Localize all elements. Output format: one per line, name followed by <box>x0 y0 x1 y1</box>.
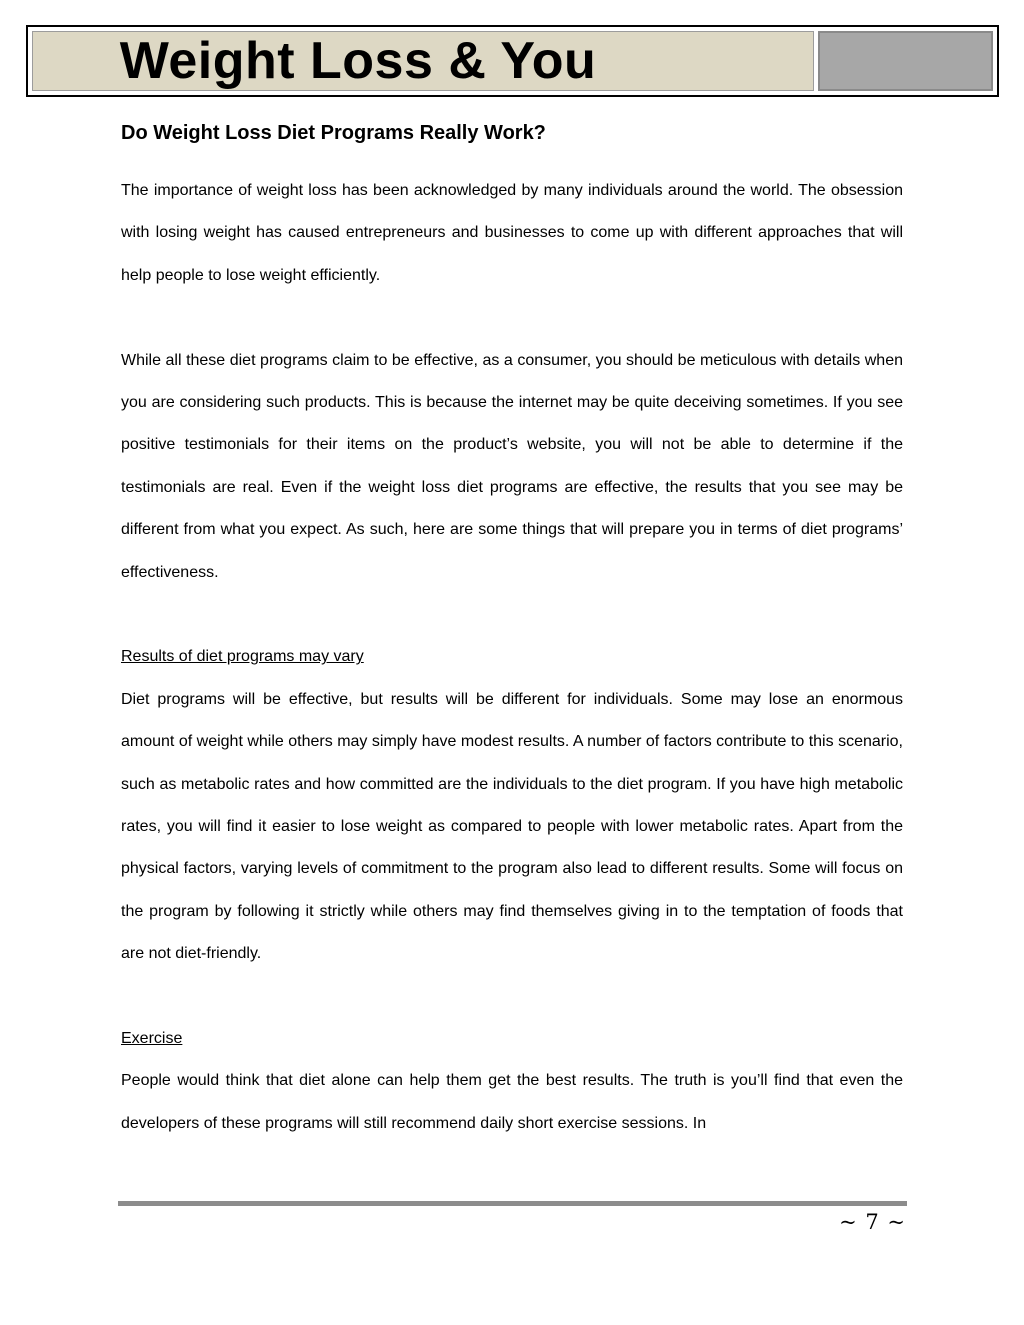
article-body <box>121 118 903 1145</box>
paragraph-spacer <box>121 297 903 339</box>
paragraph-spacer <box>121 976 903 1018</box>
header-gray-block <box>818 31 993 91</box>
intro-paragraph: The importance of weight loss has been acknowledged by many individuals around the world. The obsession with losing weight has caused entrepreneurs and businesses to come up with different approaches that will help people to lose weight efficiently. <box>121 182 903 284</box>
header-title-band <box>32 31 814 91</box>
document-title: Weight Loss & You <box>119 32 597 90</box>
page-header <box>26 25 999 97</box>
article-heading: Do Weight Loss Diet Programs Really Work? <box>121 122 546 144</box>
footer-rule <box>118 1201 907 1206</box>
intro-paragraph: While all these diet programs claim to be effective, as a consumer, you should be meticulous with details when you are considering such products. This is because the internet may be quite deceiving sometimes. If you see positive testimonials for their items on the product’s website, you will not be able to determine if the testimonials are real. Even if the weight loss diet programs are effective, the results that you see may be different from what you expect. As such, here are some things that will prepare you in terms of diet programs’ effectiveness. <box>121 351 903 581</box>
section-body-exercise: People would think that diet alone can help them get the best results. The truth is you’ll find that even the developers of these programs will still recommend daily short exercise sessions. In <box>121 1072 903 1132</box>
paragraph-spacer <box>121 594 903 636</box>
page-number: ~ 7 ~ <box>839 1210 906 1234</box>
section-body-results-vary: Diet programs will be effective, but results will be different for individuals. Some may lose an enormous amount of weight while others may simply have modest results. A number of factors contribute to this scenario, such as metabolic rates and how committed are the individuals to the diet program. If you have high metabolic rates, you will find it easier to lose weight as compared to people with lower metabolic rates. Apart from the physical factors, varying levels of commitment to the program also lead to different results. Some will focus on the program by following it strictly while others may find themselves giving in to the temptation of foods that are not diet-friendly. <box>121 690 903 963</box>
section-title-exercise: Exercise <box>121 1030 183 1048</box>
header-inner <box>32 31 993 91</box>
section-title-results-vary: Results of diet programs may vary <box>121 648 364 666</box>
